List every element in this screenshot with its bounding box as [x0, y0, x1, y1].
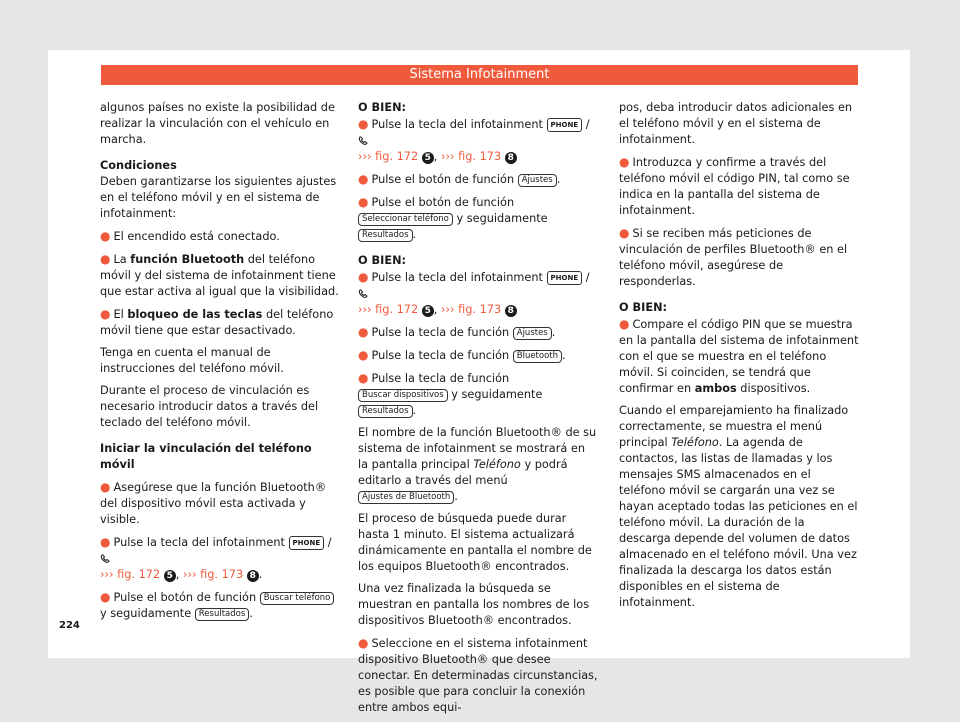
or-heading: O BIEN: [619, 301, 668, 314]
bullet-icon: ● [358, 172, 369, 186]
phone-key-icon: PHONE [547, 271, 583, 285]
callout-8: 8 [505, 305, 517, 317]
bullet-item: ● Seleccione en el sistema infotainment dispositivo Bluetooth® que desee conectar. En determinadas circunstancias, es posible que para concluir la conexión entre ambos equi- [358, 636, 598, 714]
paragraph: Tenga en cuenta el manual de instrucciones del teléfono móvil. [100, 346, 284, 375]
bullet-item: ● Introduzca y confirme a través del teléfono móvil el código PIN, tal como se indica en la pantalla del sistema de infotainment. [619, 155, 850, 217]
text-column-2 [358, 100, 598, 722]
paragraph: El nombre de la función Bluetooth® de su sistema de infotainment se mostrará en la pantalla principal Teléfono y podrá editarlo a través del menú Ajustes de Bluetooth . [358, 426, 597, 503]
section-header: Sistema Infotainment [101, 65, 858, 85]
bullet-item: ● Pulse la tecla del infotainment PHONE / ››› fig. 172 5 , ››› fig. 173 8 [358, 117, 590, 163]
subheading-conditions: Condiciones [100, 159, 177, 172]
bullet-item: ● La función Bluetooth del teléfono móvil y del sistema de infotainment tiene que estar activa al igual que la visibilidad. [100, 252, 339, 298]
bullet-item: ● Pulse la tecla de función Ajustes . [358, 325, 556, 339]
bullet-icon: ● [358, 117, 369, 131]
bullet-icon: ● [619, 317, 630, 331]
bullet-icon: ● [358, 325, 369, 339]
paragraph: Cuando el emparejamiento ha finalizado correctamente, se muestra el menú principal Teléfono. La agenda de contactos, las listas de llamadas y los mensajes SMS almacenados en el teléfono móvil se cargarán una vez se hayan aceptado todas las peticiones en el teléfono móvil. La duración de la descarga depende del volumen de datos almacenado en el teléfono móvil. Una vez finalizada la descarga los datos están disponibles en el sistema de infotainment. [619, 404, 858, 609]
or-heading: O BIEN: [358, 254, 407, 267]
buscar-telefono-key: Buscar teléfono [260, 592, 335, 605]
bullet-item: ● Compare el código PIN que se muestra en la pantalla del sistema de infotainment con el que se muestra en el teléfono móvil. Si coinciden, se tendrá que confirmar en ambos dispositivos. [619, 317, 859, 395]
paragraph: pos, deba introducir datos adicionales en el teléfono móvil y en el sistema de infotainment. [619, 101, 853, 146]
resultados-key: Resultados [358, 229, 413, 242]
callout-5: 5 [164, 570, 176, 582]
phone-key-icon: PHONE [289, 536, 325, 550]
bullet-item: ● El bloqueo de las teclas del teléfono móvil tiene que estar desactivado. [100, 307, 334, 337]
text-column-3 [619, 100, 859, 617]
bullet-icon: ● [100, 590, 111, 604]
bullet-item: ● Asegúrese que la función Bluetooth® del dispositivo móvil esta activada y visible. [100, 480, 327, 526]
bullet-item: ● Pulse la tecla del infotainment PHONE / ››› fig. 172 5 , ››› fig. 173 8 . [100, 535, 332, 581]
bullet-icon: ● [100, 480, 111, 494]
ajustes-bluetooth-key: Ajustes de Bluetooth [358, 491, 454, 504]
bullet-icon: ● [358, 636, 369, 650]
bullet-icon: ● [100, 535, 111, 549]
phone-key-icon: PHONE [547, 118, 583, 132]
or-heading: O BIEN: [358, 101, 407, 114]
ajustes-key: Ajustes [518, 174, 557, 187]
bullet-item: ● Pulse la tecla de función Buscar dispositivos y seguidamente Resultados . [358, 371, 543, 417]
document-page [48, 50, 910, 714]
bullet-icon: ● [619, 226, 630, 240]
seleccionar-telefono-key: Seleccionar teléfono [358, 213, 453, 226]
bullet-item: ● Pulse el botón de función Buscar teléfono y seguidamente Resultados . [100, 589, 340, 622]
text-column-1 [100, 100, 340, 628]
bullet-icon: ● [100, 252, 111, 266]
phone-handset-icon [358, 136, 368, 146]
bullet-item: ● Pulse el botón de función Seleccionar teléfono y seguidamente Resultados . [358, 195, 548, 241]
bullet-item: ● Pulse la tecla de función Bluetooth . [358, 348, 566, 362]
phone-handset-icon [100, 554, 110, 564]
bullet-icon: ● [358, 195, 369, 209]
paragraph: algunos países no existe la posibilidad de realizar la vinculación con el vehículo en marcha. [100, 101, 335, 146]
bullet-item: ● El encendido está conectado. [100, 229, 280, 243]
bullet-item: ● Pulse el botón de función Ajustes . [358, 172, 561, 186]
paragraph: Durante el proceso de vinculación es necesario introducir datos a través del teclado del teléfono móvil. [100, 384, 319, 429]
callout-5: 5 [422, 305, 434, 317]
bullet-icon: ● [358, 270, 369, 284]
paragraph: El proceso de búsqueda puede durar hasta 1 minuto. El sistema actualizará dinámicamente en pantalla el nombre de los equipos Bluetooth® encontrados. [358, 512, 592, 573]
bullet-icon: ● [100, 307, 111, 321]
callout-8: 8 [505, 152, 517, 164]
callout-8: 8 [247, 570, 259, 582]
bullet-item: ● Pulse la tecla del infotainment PHONE / ››› fig. 172 5 , ››› fig. 173 8 [358, 270, 590, 316]
resultados-key: Resultados [195, 608, 250, 621]
bullet-item: ● Si se reciben más peticiones de vinculación de perfiles Bluetooth® en el teléfono móvil, asegúrese de responderlas. [619, 226, 848, 288]
bullet-icon: ● [358, 348, 369, 362]
phone-handset-icon [358, 289, 368, 299]
callout-5: 5 [422, 152, 434, 164]
resultados-key: Resultados [358, 405, 413, 418]
ajustes-key: Ajustes [513, 327, 552, 340]
bullet-icon: ● [100, 229, 111, 243]
bullet-icon: ● [619, 155, 630, 169]
page-number: 224 [59, 620, 80, 631]
paragraph: Una vez finalizada la búsqueda se muestran en pantalla los nombres de los dispositivos Bluetooth® encontrados. [358, 582, 590, 627]
buscar-dispositivos-key: Buscar dispositivos [358, 389, 448, 402]
bluetooth-key: Bluetooth [513, 350, 562, 363]
paragraph: Deben garantizarse los siguientes ajustes en el teléfono móvil y en el sistema de infotainment: [100, 175, 337, 220]
bullet-icon: ● [358, 371, 369, 385]
subheading-start-pairing: Iniciar la vinculación del teléfono móvil [100, 442, 312, 471]
